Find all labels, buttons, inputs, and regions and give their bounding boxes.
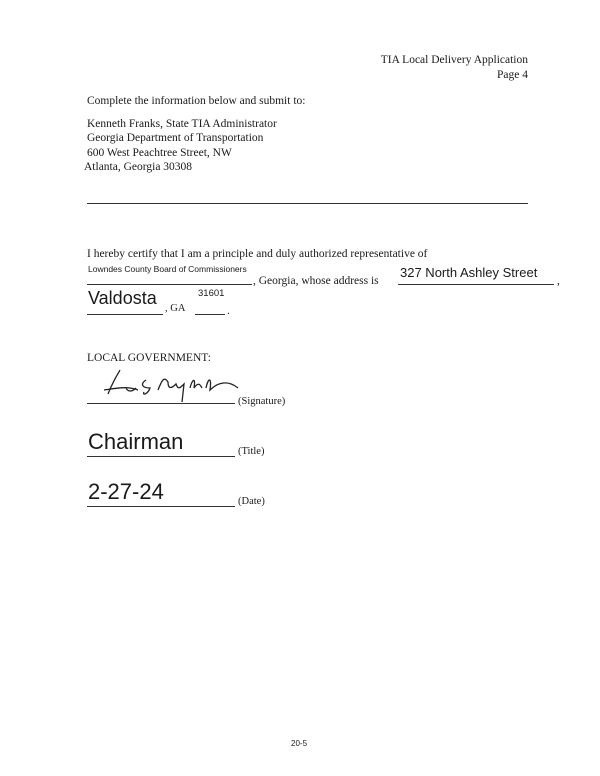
recipient-line: 600 West Peachtree Street, NW	[87, 147, 232, 159]
address-comma: ,	[557, 275, 560, 287]
title-line	[87, 456, 235, 457]
signature-label: (Signature)	[238, 396, 286, 407]
date-label: (Date)	[238, 496, 265, 507]
intro-text: Complete the information below and submit to:	[87, 95, 306, 107]
zip-value: 31601	[198, 288, 225, 299]
certify-statement: I hereby certify that I am a principle and duly authorized representative of	[87, 248, 428, 260]
recipient-line: Georgia Department of Transportation	[87, 132, 264, 144]
period: .	[227, 305, 230, 317]
header-page: Page 4	[497, 69, 528, 81]
zip-line	[195, 314, 225, 315]
recipient-line: Kenneth Franks, State TIA Administrator	[87, 118, 277, 130]
date-value: 2-27-24	[88, 479, 164, 504]
local-government-heading: LOCAL GOVERNMENT:	[87, 352, 211, 364]
state-text: , GA	[165, 303, 186, 314]
footer-page-number: 20-5	[291, 739, 308, 748]
organization-line	[87, 284, 252, 285]
city-value: Valdosta	[88, 288, 157, 308]
header-title: TIA Local Delivery Application	[380, 54, 528, 66]
title-label: (Title)	[238, 446, 265, 457]
organization-value: Lowndes County Board of Commissioners	[88, 264, 247, 274]
signature-image	[98, 366, 248, 406]
georgia-text: , Georgia, whose address is	[253, 275, 379, 287]
title-value: Chairman	[88, 429, 184, 454]
address-line	[398, 284, 554, 285]
city-line	[87, 314, 163, 315]
divider	[87, 203, 528, 204]
recipient-line: Atlanta, Georgia 30308	[84, 161, 193, 173]
date-line	[87, 506, 235, 507]
signature-line	[87, 403, 235, 404]
address-value: 327 North Ashley Street	[400, 265, 538, 280]
